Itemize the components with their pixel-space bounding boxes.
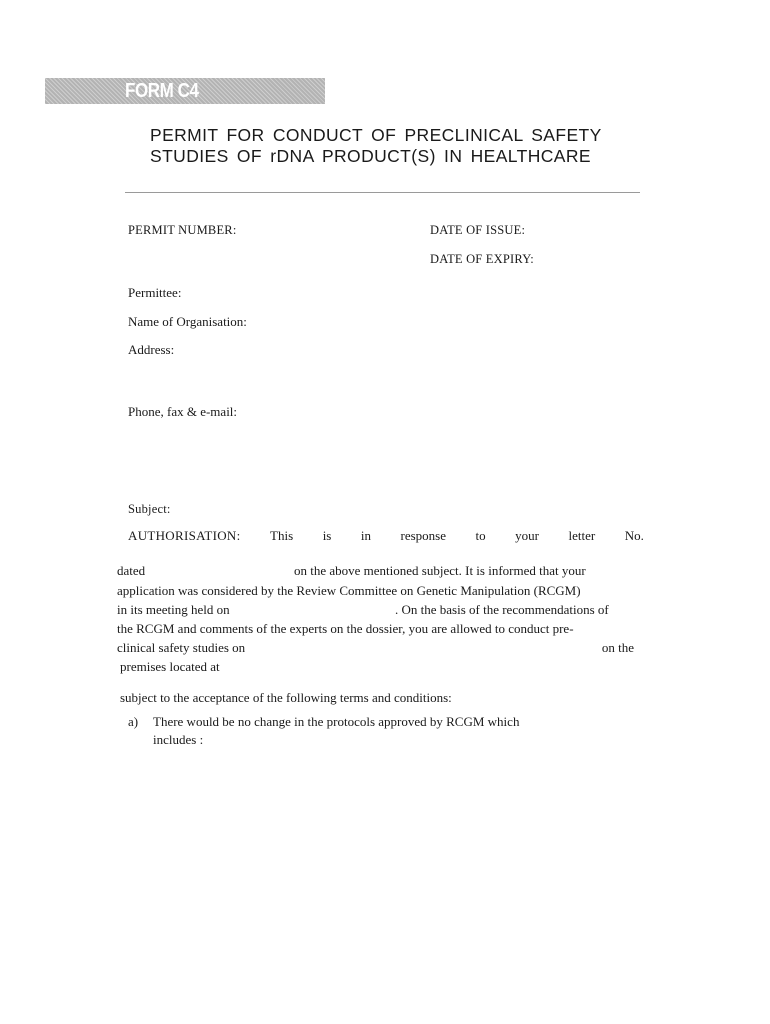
authorisation-word: is [322, 528, 332, 543]
subject-label: Subject: [128, 502, 171, 516]
name-of-organisation-label: Name of Organisation: [128, 314, 247, 329]
phone-fax-email-label: Phone, fax & e-mail: [128, 404, 238, 419]
body-line-5-start: clinical safety studies on [117, 640, 246, 655]
authorisation-word: response [400, 528, 447, 543]
authorisation-word: your [515, 528, 540, 543]
body-line-1-end: on the above mentioned subject. It is informed that your [294, 563, 586, 578]
date-of-expiry-label: DATE OF EXPIRY: [430, 252, 534, 266]
body-line-1-start: dated [117, 563, 146, 578]
body-line-3-end: . On the basis of the recommendations of [395, 602, 609, 617]
form-label-banner [45, 78, 325, 104]
authorisation-word: This [270, 528, 294, 543]
authorisation-word: letter [568, 528, 596, 543]
form-title-line-1: PERMIT FOR CONDUCT OF PRECLINICAL SAFETY [150, 125, 602, 145]
authorisation-label: AUTHORISATION: [128, 528, 241, 543]
body-line-2: application was considered by the Review Committee on Genetic Manipulation (RCGM) [117, 583, 581, 598]
body-line-6: premises located at [120, 659, 220, 674]
authorisation-word: in [360, 528, 371, 543]
permit-number-label: PERMIT NUMBER: [128, 223, 237, 237]
body-line-5-end: on the [601, 640, 634, 655]
terms-intro: subject to the acceptance of the following terms and conditions: [120, 690, 452, 705]
body-line-3-start: in its meeting held on [117, 602, 230, 617]
permittee-label: Permittee: [128, 285, 182, 300]
form-label: FORM C4 [125, 80, 199, 102]
body-line-4: the RCGM and comments of the experts on the dossier, you are allowed to conduct pre- [117, 621, 574, 636]
body-line-5 [117, 640, 634, 656]
date-of-issue-label: DATE OF ISSUE: [430, 223, 526, 237]
title-divider [125, 192, 640, 193]
authorisation-word: No. [624, 528, 644, 543]
item-a-line-1: There would be no change in the protocols approved by RCGM which [153, 714, 520, 729]
address-label: Address: [128, 342, 175, 357]
authorisation-row [128, 528, 644, 544]
authorisation-word: to [475, 528, 486, 543]
item-a-line-2: includes : [153, 732, 204, 747]
item-a-marker: a) [128, 714, 139, 729]
form-title-line-2: STUDIES OF rDNA PRODUCT(S) IN HEALTHCARE [150, 146, 591, 166]
